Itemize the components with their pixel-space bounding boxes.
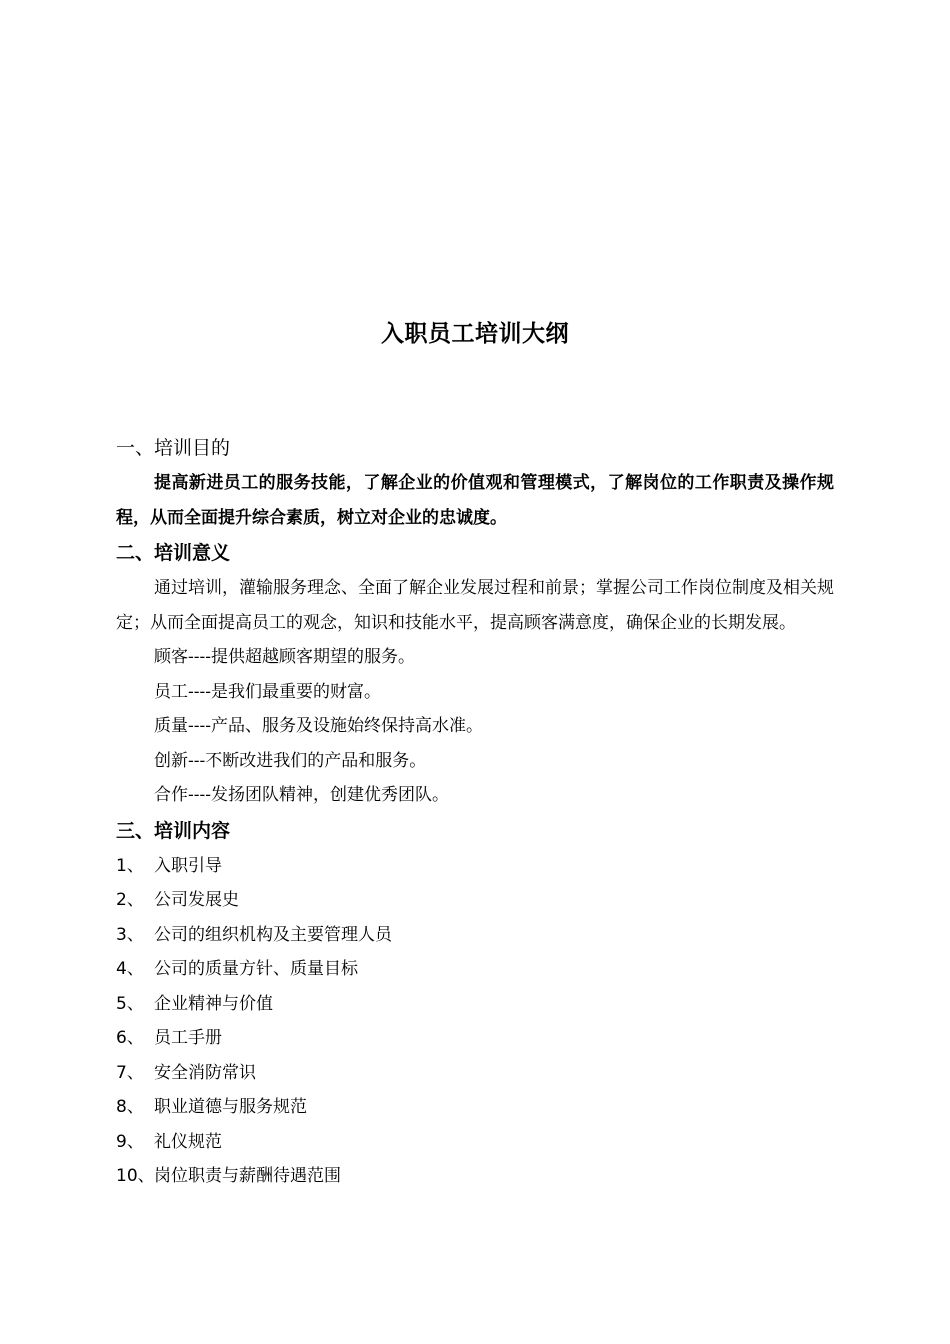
list-item-number: 9、 bbox=[116, 1131, 144, 1152]
list-item-text: 礼仪规范 bbox=[154, 1131, 222, 1152]
value-line-customer: 顾客----提供超越顾客期望的服务。 bbox=[154, 647, 415, 667]
list-item bbox=[116, 1021, 834, 1056]
list-item-number: 4、 bbox=[116, 959, 144, 979]
document-title: 入职员工培训大纲 bbox=[381, 321, 569, 347]
document-body bbox=[116, 430, 834, 1194]
list-item bbox=[116, 1125, 834, 1160]
section-heading-purpose: 一、培训目的 bbox=[116, 437, 231, 459]
value-line-quality: 质量----产品、服务及设施始终保持高水准。 bbox=[154, 716, 483, 736]
list-item bbox=[116, 918, 834, 953]
value-line-employee: 员工----是我们最重要的财富。 bbox=[154, 681, 381, 702]
list-item bbox=[116, 883, 834, 918]
list-item-text: 公司发展史 bbox=[154, 890, 239, 910]
list-item-number: 8、 bbox=[116, 1097, 144, 1117]
list-item-number: 5、 bbox=[116, 993, 144, 1014]
list-item-number: 1、 bbox=[116, 855, 144, 876]
section-text-purpose: 提高新进员工的服务技能，了解企业的价值观和管理模式，了解岗位的工作职责及操作规程，从而全面提升综合素质，树立对企业的忠诚度。 bbox=[116, 473, 834, 528]
list-item-number: 6、 bbox=[116, 1028, 144, 1048]
list-item bbox=[116, 987, 834, 1022]
list-item-text: 公司的质量方针、质量目标 bbox=[154, 959, 358, 979]
section-text-significance: 通过培训，灌输服务理念、全面了解企业发展过程和前景；掌握公司工作岗位制度及相关规定；从而全面提高员工的观念，知识和技能水平，提高顾客满意度，确保企业的长期发展。 bbox=[116, 578, 834, 633]
list-item-text: 公司的组织机构及主要管理人员 bbox=[154, 924, 392, 945]
section-heading-significance: 二、培训意义 bbox=[116, 542, 231, 564]
list-item-text: 职业道德与服务规范 bbox=[154, 1097, 307, 1117]
list-item-number: 7、 bbox=[116, 1062, 144, 1083]
list-item-number: 2、 bbox=[116, 890, 144, 910]
list-item-text: 岗位职责与薪酬待遇范围 bbox=[154, 1166, 341, 1186]
list-item bbox=[116, 1090, 834, 1125]
list-item bbox=[116, 849, 834, 884]
list-item-number: 3、 bbox=[116, 924, 144, 945]
list-item bbox=[116, 1056, 834, 1091]
list-item-text: 入职引导 bbox=[154, 855, 222, 876]
section-heading-content: 三、培训内容 bbox=[116, 819, 231, 842]
value-line-cooperation: 合作----发扬团队精神，创建优秀团队。 bbox=[154, 785, 449, 805]
list-item bbox=[116, 1159, 834, 1194]
list-item bbox=[116, 952, 834, 987]
list-item-text: 员工手册 bbox=[154, 1028, 222, 1048]
value-line-innovation: 创新---不断改进我们的产品和服务。 bbox=[154, 750, 427, 771]
list-item-text: 企业精神与价值 bbox=[154, 993, 273, 1014]
list-item-number: 10、 bbox=[116, 1166, 155, 1186]
list-item-text: 安全消防常识 bbox=[154, 1062, 256, 1083]
